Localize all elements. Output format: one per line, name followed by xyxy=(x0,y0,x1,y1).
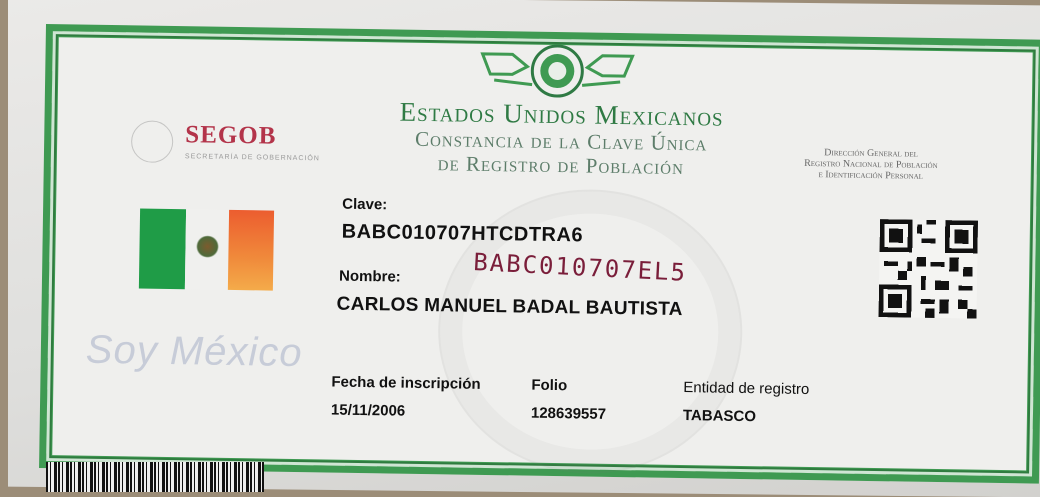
entidad-value: TABASCO xyxy=(682,407,757,426)
directorate-block xyxy=(771,146,971,182)
qr-code-icon xyxy=(878,219,978,319)
folio-value: 128639557 xyxy=(530,404,607,423)
entidad-label: Entidad de registro xyxy=(683,379,810,399)
nombre-label: Nombre: xyxy=(338,267,401,286)
directorate-line2: Registro Nacional de Población xyxy=(804,157,938,172)
segob-emblem-icon xyxy=(131,120,174,163)
national-seal-icon xyxy=(472,40,643,105)
country-title: Estados Unidos Mexicanos xyxy=(399,96,724,132)
handwritten-note: BABC010707EL5 xyxy=(472,248,688,287)
curp-certificate xyxy=(39,24,1040,484)
slogan: Soy México xyxy=(85,327,303,376)
directorate-line1: Dirección General del xyxy=(824,147,919,160)
barcode-icon xyxy=(46,462,264,492)
clave-value: BABC010707HTCDTRA6 xyxy=(341,220,584,247)
fecha-value: 15/11/2006 xyxy=(330,401,406,420)
folio-label: Folio xyxy=(531,376,568,395)
fecha-label: Fecha de inscripción xyxy=(331,373,481,393)
segob-subtitle: SECRETARÍA DE GOBERNACIÓN xyxy=(184,153,320,163)
document-title-block xyxy=(351,96,772,181)
document-title-line1: Constancia de la Clave Única xyxy=(414,126,708,156)
clave-label: Clave: xyxy=(342,195,388,214)
document-title-line2: de Registro de Población xyxy=(437,151,685,180)
segob-name: SEGOB xyxy=(185,121,277,150)
mexico-flag-icon xyxy=(139,209,274,291)
directorate-line3: e Identificación Personal xyxy=(818,169,924,182)
flag-green-band xyxy=(139,209,186,290)
nombre-value: CARLOS MANUEL BADAL BAUTISTA xyxy=(336,293,683,321)
flag-red-band xyxy=(228,210,274,291)
